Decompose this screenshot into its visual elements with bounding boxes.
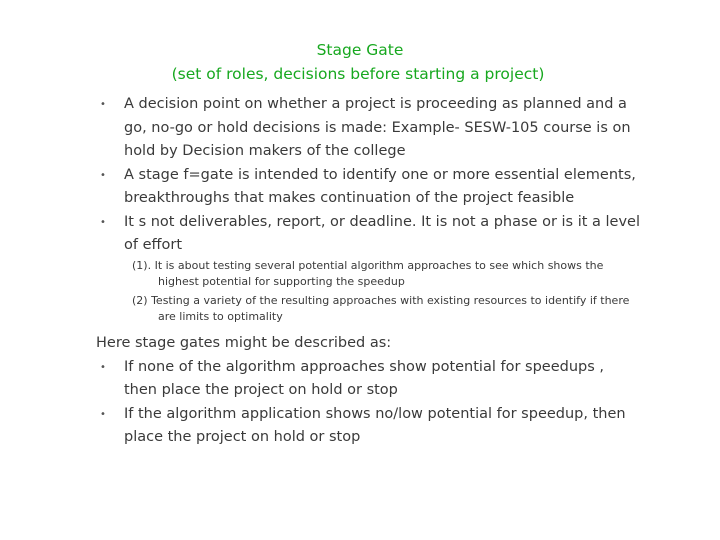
bullet-item xyxy=(96,211,641,258)
bullet-text: A decision point on whether a project is proceeding as planned and a go, no-go or hold decisions is made: Example- SESW-105 course is on hold by Decision makers of the college xyxy=(124,96,631,159)
bullet-item xyxy=(96,403,641,450)
bullet-text: If none of the algorithm approaches show potential for speedups , then place the project on hold or stop xyxy=(124,358,605,398)
bullet-item xyxy=(96,356,641,403)
stage-gate-section xyxy=(96,332,641,450)
sub-item: (2) Testing a variety of the resulting approaches with existing resources to identify if there are limits to optimality xyxy=(132,294,630,323)
bullet-item xyxy=(96,164,641,211)
bullet-icon: • xyxy=(100,408,106,420)
bullet-icon: • xyxy=(100,216,106,228)
bullet-item xyxy=(96,93,641,164)
bullet-icon: • xyxy=(100,361,106,373)
sub-item: (1). It is about testing several potential algorithm approaches to see which shows the highest potential for supporting the speedup xyxy=(132,259,604,288)
section-heading: Here stage gates might be described as: xyxy=(96,335,392,351)
slide-subtitle: (set of roles, decisions before starting a project) xyxy=(171,65,545,83)
bullet-icon: • xyxy=(100,169,106,181)
bullet-text: It s not deliverables, report, or deadline. It is not a phase or is it a level of effort xyxy=(124,213,641,253)
bullet-text: If the algorithm application shows no/low potential for speedup, then place the project on hold or stop xyxy=(124,405,626,445)
sub-item-list xyxy=(132,258,632,328)
bullet-text: A stage f=gate is intended to identify one or more essential elements, breakthroughs that makes continuation of the project feasible xyxy=(124,166,636,206)
bullet-icon: • xyxy=(100,99,106,110)
slide-title: Stage Gate xyxy=(316,41,404,59)
main-bullet-list xyxy=(96,93,641,258)
